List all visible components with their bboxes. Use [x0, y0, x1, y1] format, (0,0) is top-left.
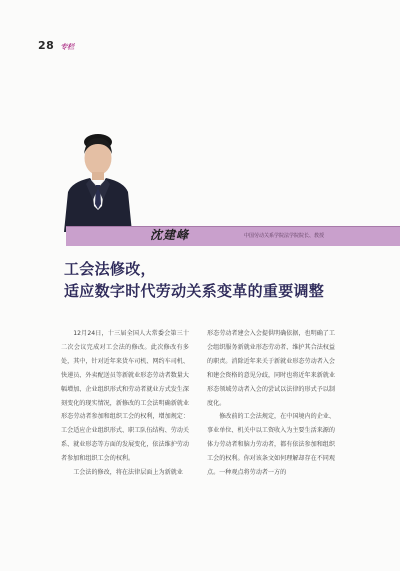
author-portrait: [58, 130, 138, 232]
body-paragraph: 12月24日，十三届全国人大常委会第三十二次会议完成对工会法的修改。此次修改有多处，其中，针对近年来货车司机、网约车司机、快递员、外卖配送员等新就业形态劳动者数量大幅增加、企业组织形式和劳动者就业方式发生深刻变化的现实情况，新修改的工会法明确新就业形态劳动者参加和组织工会的权利，增加规定：工会适应企业组织形式、职工队伍结构、劳动关系、就业形态等方面的发展变化，依法维护劳动者参加和组织工会的权利。: [61, 330, 189, 463]
page-number: 28: [38, 39, 55, 52]
section-label: 专栏: [60, 43, 75, 51]
body-paragraph: 修改前的工会法规定，在中国境内的企业、事业单位、机关中以工资收入为主要生活来源的体力劳动者和脑力劳动者，都有依法参加和组织工会的权利。你对该条文如何理解却存在不同观点。一种观点将劳动者一方的: [207, 413, 335, 477]
article-title-line-1: 工会法修改，: [64, 260, 156, 278]
author-name: 沈建峰: [150, 228, 190, 242]
page-header: [38, 39, 74, 53]
article-column-right: [207, 327, 335, 480]
body-paragraph: 工会法的修改，将在法律层面上为新就业: [73, 469, 183, 477]
article-title: [64, 258, 384, 302]
article-title-line-2: 适应数字时代劳动关系变革的重要调整: [64, 282, 325, 300]
body-paragraph: 形态劳动者建会入会提供明确依据，也明确了工会组织服务新就业形态劳动者、维护其合法权益的职责。消除近年来关于新就业形态劳动者入会和建会资格的意见分歧，同时也将近年来新就业形态领域劳动者入会的尝试以法律的形式予以制度化。: [207, 330, 335, 407]
article-column-left: [61, 327, 189, 480]
author-banner: [66, 226, 400, 246]
author-affiliation: 中国劳动关系学院法学院院长、教授: [244, 233, 325, 239]
